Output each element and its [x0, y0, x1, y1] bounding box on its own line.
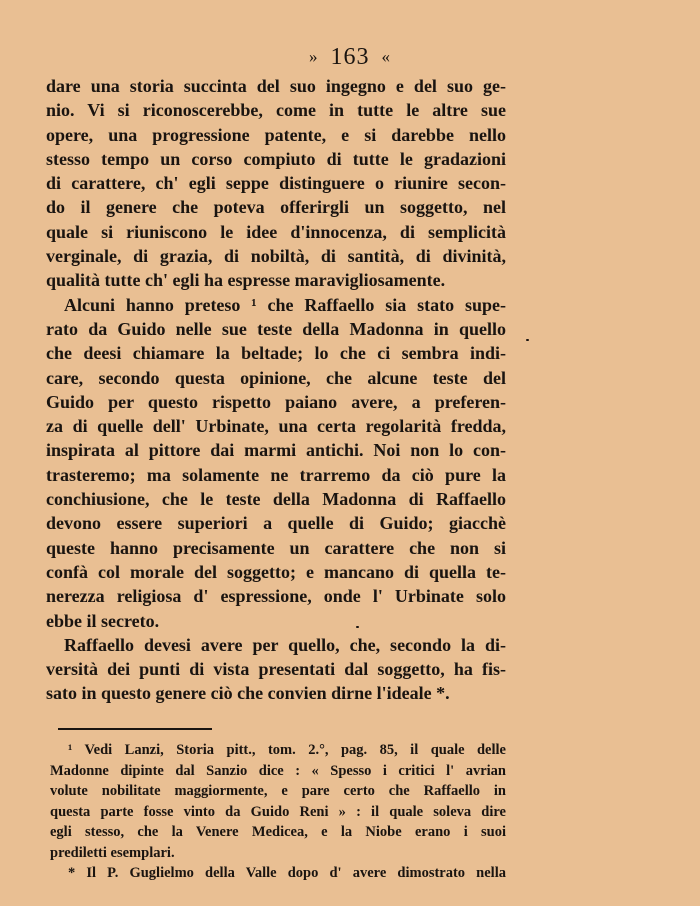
- text-line: do il genere che poteva offerirgli un soggetto, nel: [46, 197, 506, 218]
- ink-speck: [526, 339, 529, 341]
- text-line: confà col morale del soggetto; e mancano di quella te-: [46, 561, 506, 582]
- text-line: verginale, di grazia, di nobiltà, di santità, di divinità,: [46, 246, 506, 267]
- paragraph-start-line: Raffaello devesi avere per quello, che, secondo la di-: [64, 634, 506, 655]
- paragraph-start-line: Alcuni hanno preteso ¹ che Raffaello sia stato supe-: [64, 294, 506, 315]
- text-line: za di quelle dell' Urbinate, una certa regolarità fredda,: [46, 416, 506, 437]
- text-line: dare una storia succinta del suo ingegno e del suo ge-: [46, 76, 506, 96]
- text-line: Guido per questo rispetto paiano avere, a preferen-: [46, 391, 506, 412]
- footnote-rule: [58, 728, 212, 730]
- page-header: [0, 44, 700, 71]
- text-line: rato da Guido nelle sue teste della Madonna in quello: [46, 318, 506, 339]
- footnotes: [50, 740, 506, 884]
- footnote-line: Madonne dipinte dal Sanzio dice : « Spesso i critici l' avrian: [50, 762, 506, 779]
- text-line: qualità tutte ch' egli ha espresse maravigliosamente.: [46, 270, 446, 291]
- left-ornament: »: [309, 47, 319, 66]
- text-line: inspirata al pittore dai marmi antichi. Noi non lo con-: [46, 440, 506, 461]
- text-line: stesso tempo un corso compiuto di tutte le gradazioni: [46, 148, 506, 169]
- footnote-line: egli stesso, che la Venere Medicea, e la Niobe erano i suoi: [50, 824, 506, 840]
- text-line: di carattere, ch' egli seppe distinguere o riunire secon-: [46, 173, 506, 194]
- right-ornament: «: [381, 47, 391, 66]
- text-line: quale si riuniscono le idee d'innocenza, di semplicità: [46, 221, 506, 242]
- ink-speck: [356, 626, 359, 628]
- text-line: versità dei punti di vista presentati dal soggetto, ha fis-: [46, 659, 506, 680]
- text-line: ebbe il secreto.: [46, 610, 160, 631]
- text-line: queste hanno precisamente un carattere che non si: [46, 537, 506, 558]
- footnote-line: ¹ Vedi Lanzi, Storia pitt., tom. 2.°, pag. 85, il quale delle: [68, 742, 506, 758]
- text-line: nerezza religiosa d' espressione, onde l' Urbinate solo: [46, 586, 506, 607]
- footnote-line: * Il P. Guglielmo della Valle dopo d' avere dimostrato nella: [68, 865, 506, 881]
- text-line: devono essere superiori a quelle di Guido; giacchè: [46, 513, 506, 534]
- text-line: che deesi chiamare la beltade; lo che ci sembra indi-: [46, 343, 506, 364]
- text-line: nio. Vi si riconoscerebbe, come in tutte le altre sue: [46, 100, 506, 121]
- page-number: 163: [330, 44, 370, 70]
- footnote-line: prediletti esemplari.: [50, 844, 175, 861]
- text-line: opere, una progressione patente, e si darebbe nello: [46, 124, 506, 145]
- footnote-line: questa parte fosse vinto da Guido Reni » : il quale soleva dire: [50, 803, 506, 820]
- footnote-line: volute nobilitate maggiormente, e pare certo che Raffaello in: [50, 783, 506, 799]
- body-text: [46, 74, 506, 706]
- text-line: care, secondo questa opinione, che alcune teste del: [46, 367, 506, 388]
- text-line: conchiusione, che le teste della Madonna di Raffaello: [46, 489, 506, 510]
- text-line: sato in questo genere ciò che convien dirne l'ideale *.: [46, 683, 450, 704]
- text-line: trasteremo; ma solamente ne trarremo da ciò pure la: [46, 464, 506, 485]
